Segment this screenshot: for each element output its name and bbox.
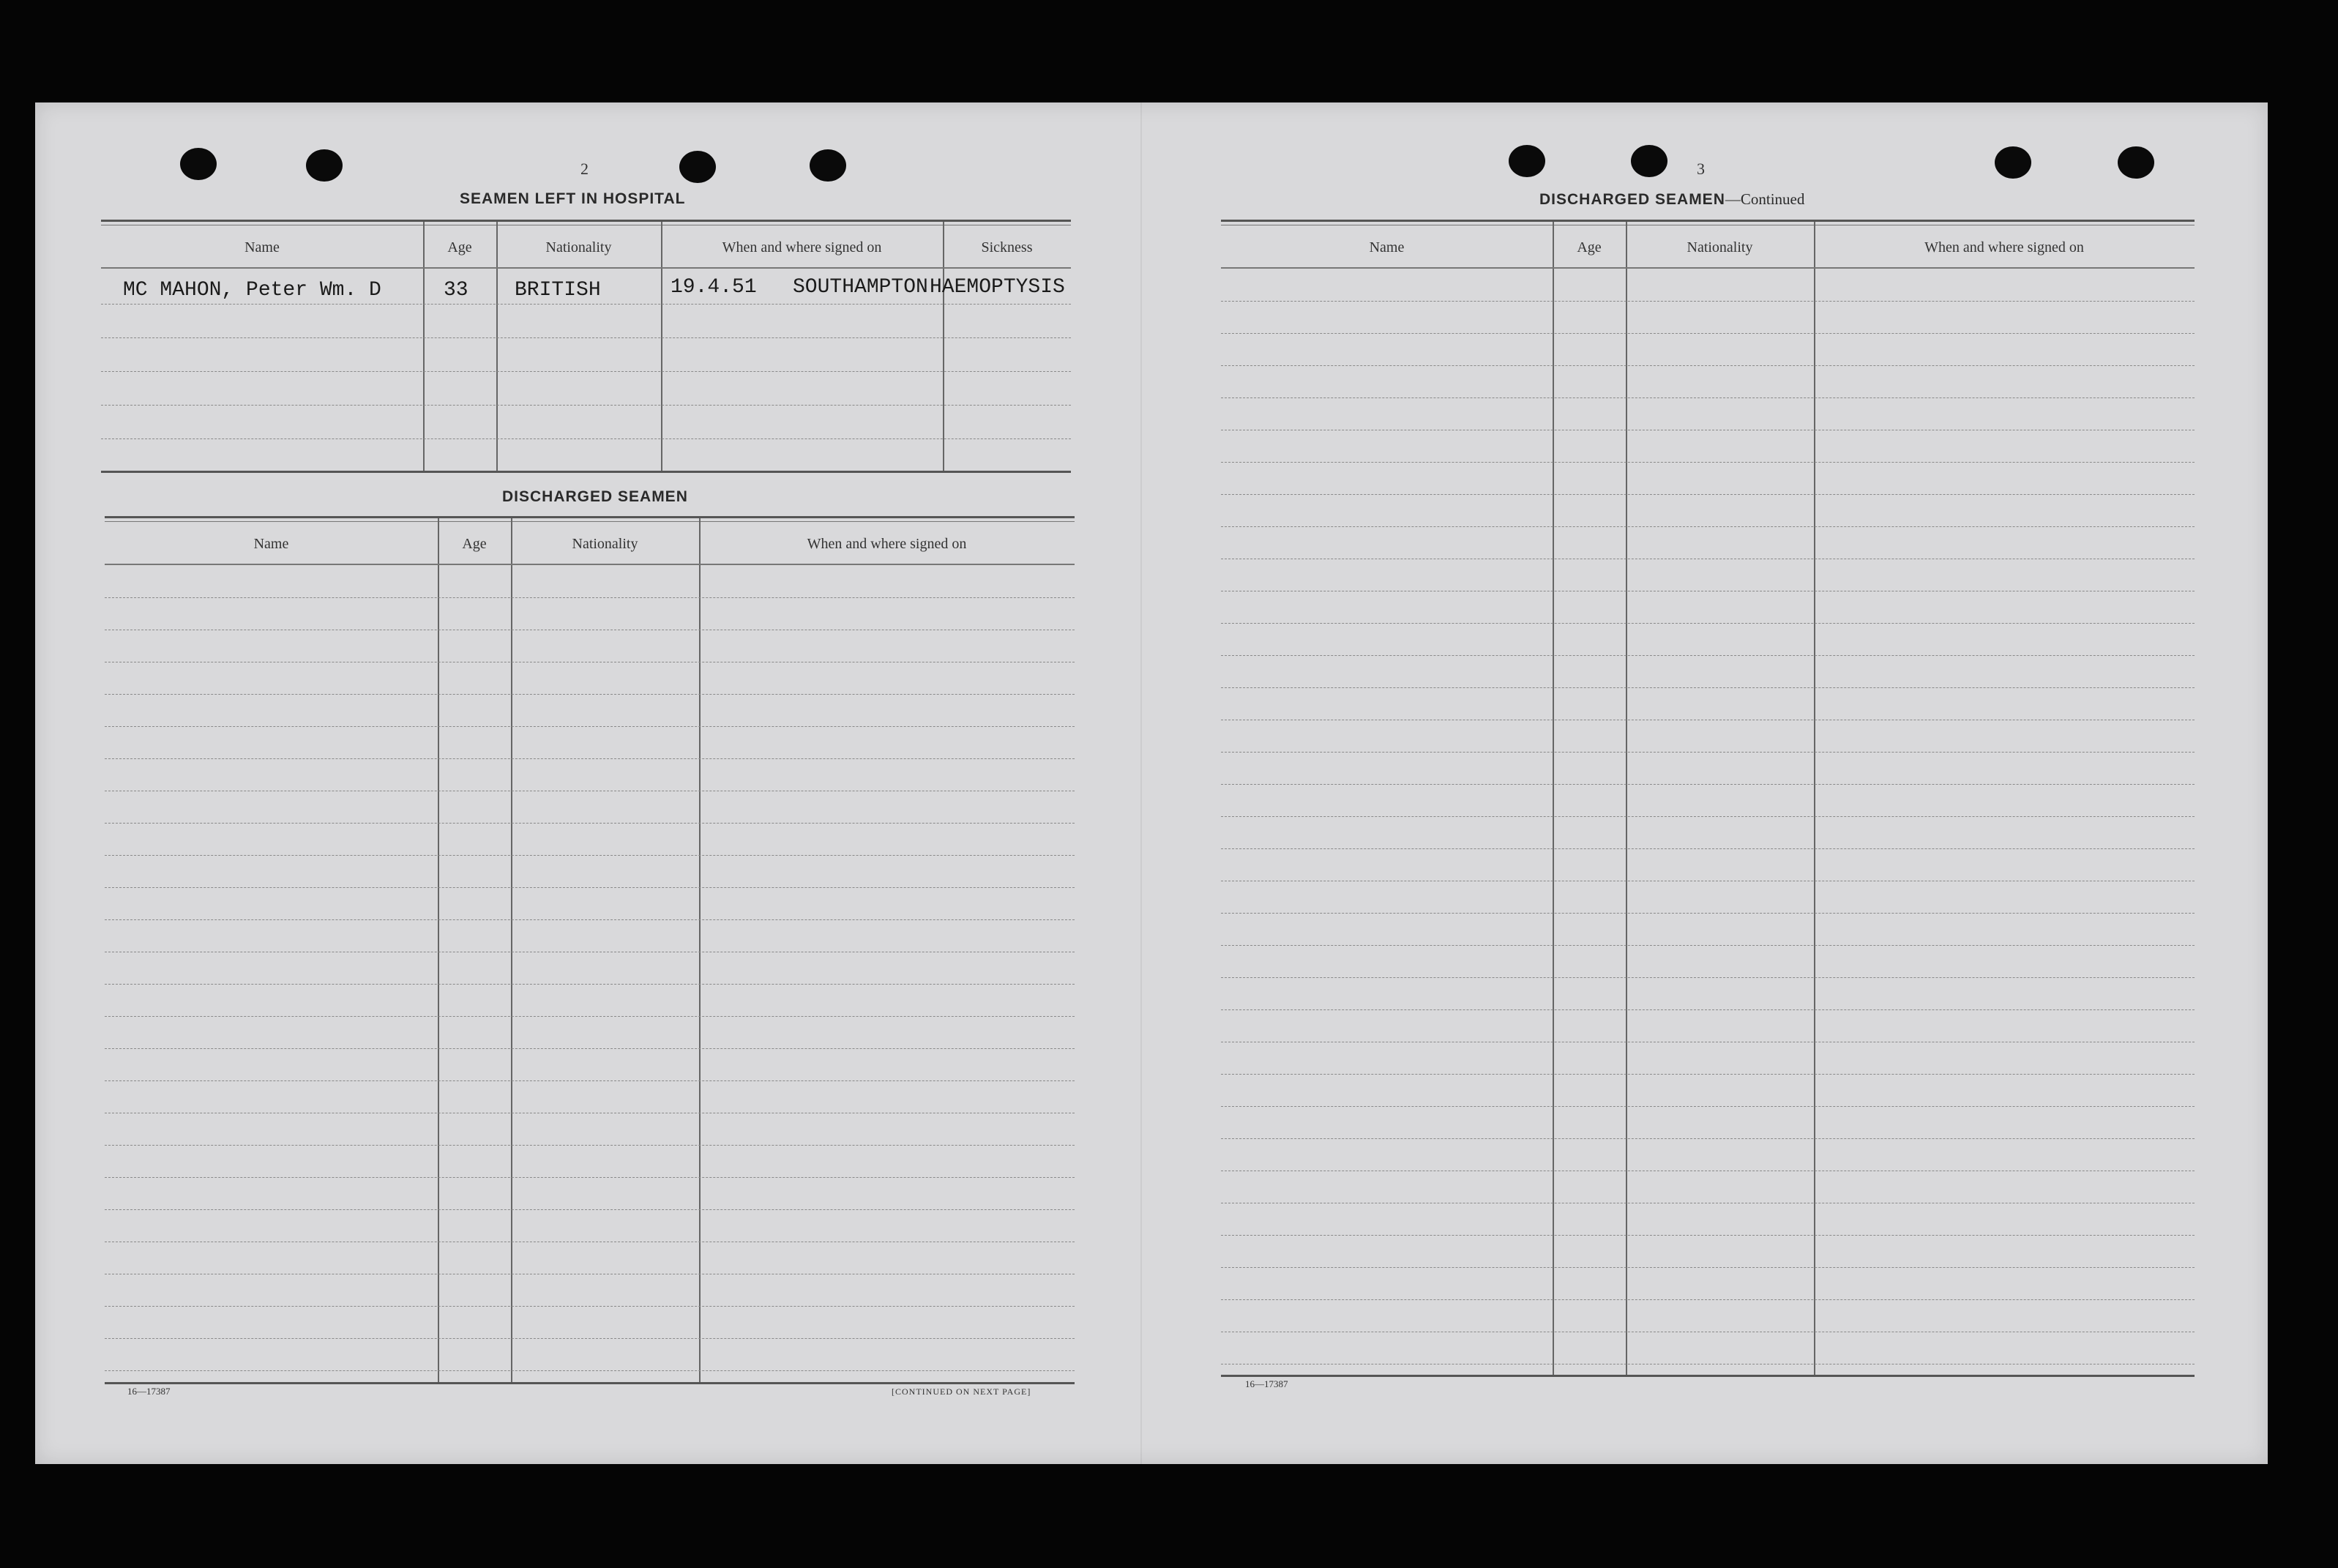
manifest-sheet (35, 102, 2268, 1464)
row-line (105, 1306, 1075, 1307)
row-line (105, 694, 1075, 695)
discharged-section-title-right (1539, 190, 1804, 209)
title-continued: —Continued (1725, 190, 1805, 208)
header-nationality: Nationality (1687, 239, 1753, 255)
row-line (105, 823, 1075, 824)
row-line (105, 758, 1075, 759)
row-line (1221, 301, 2195, 302)
row-line (101, 304, 1071, 305)
title-main: DISCHARGED SEAMEN (1539, 191, 1725, 208)
page-number-left: 2 (580, 160, 589, 178)
header-age: Age (1577, 239, 1602, 255)
row-line (105, 984, 1075, 985)
row-line (1221, 848, 2195, 849)
column-divider (511, 518, 512, 1382)
punch-hole (1509, 145, 1545, 177)
row-line (101, 337, 1071, 338)
header-nationality: Nationality (572, 535, 638, 552)
hospital-table (101, 220, 1071, 473)
row-line (1221, 623, 2195, 624)
punch-hole (1995, 146, 2031, 179)
row-line (105, 726, 1075, 727)
page-fold (1140, 102, 1142, 1464)
form-code-left: 16—17387 (127, 1386, 171, 1397)
header-rule (1221, 267, 2195, 269)
row-line (105, 855, 1075, 856)
row-line (1221, 913, 2195, 914)
row-line (1221, 1138, 2195, 1139)
row-line (105, 1016, 1075, 1017)
column-divider (1814, 222, 1815, 1375)
row-line (1221, 365, 2195, 366)
punch-hole (1631, 145, 1667, 177)
row-line (1221, 784, 2195, 785)
row-line (1221, 494, 2195, 495)
signed-on-date: 19.4.51 (671, 276, 757, 299)
row-line (101, 371, 1071, 372)
header-name: Name (244, 239, 280, 255)
punch-hole (180, 148, 217, 180)
row-line (105, 1370, 1075, 1371)
row-line (1221, 687, 2195, 688)
page-number-right: 3 (1697, 160, 1705, 178)
header-signed-on: When and where signed on (722, 239, 882, 255)
header-rule (105, 564, 1075, 565)
header-signed-on: When and where signed on (807, 535, 967, 552)
row-line (105, 1048, 1075, 1049)
row-line (105, 1145, 1075, 1146)
row-line (1221, 1235, 2195, 1236)
row-line (1221, 526, 2195, 527)
row-line (101, 405, 1071, 406)
sickness-value: HAEMOPTYSIS (930, 276, 1065, 299)
column-divider (1553, 222, 1554, 1375)
row-line (1221, 1267, 2195, 1268)
row-line (105, 1338, 1075, 1339)
row-line (1221, 462, 2195, 463)
row-line (1221, 397, 2195, 398)
signed-on-place: SOUTHAMPTON (793, 276, 928, 299)
hospital-section-title: SEAMEN LEFT IN HOSPITAL (460, 190, 686, 207)
row-line (1221, 752, 2195, 753)
row-line (101, 438, 1071, 439)
punch-hole (306, 149, 343, 182)
seaman-age: 33 (444, 279, 468, 302)
row-line (1221, 655, 2195, 656)
row-line (105, 887, 1075, 888)
row-line (1221, 816, 2195, 817)
row-line (1221, 945, 2195, 946)
row-line (1221, 1106, 2195, 1107)
row-line (105, 1177, 1075, 1178)
row-line (105, 919, 1075, 920)
column-divider (699, 518, 701, 1382)
punch-hole (810, 149, 846, 182)
column-divider (438, 518, 439, 1382)
header-age: Age (447, 239, 472, 255)
seaman-name: MC MAHON, Peter Wm. D (123, 279, 381, 302)
row-line (105, 1080, 1075, 1081)
punch-hole (679, 151, 716, 183)
header-rule (101, 267, 1071, 269)
row-line (1221, 333, 2195, 334)
header-age: Age (462, 535, 487, 552)
form-code-right: 16—17387 (1245, 1378, 1288, 1389)
header-sickness: Sickness (981, 239, 1033, 255)
row-line (1221, 1074, 2195, 1075)
row-line (105, 597, 1075, 598)
row-line (105, 1209, 1075, 1210)
header-name: Name (1369, 239, 1405, 255)
discharged-section-title-left: DISCHARGED SEAMEN (502, 488, 688, 505)
header-name: Name (253, 535, 289, 552)
row-line (1221, 1299, 2195, 1300)
header-signed-on: When and where signed on (1924, 239, 2084, 255)
row-line (1221, 977, 2195, 978)
seaman-nationality: BRITISH (515, 279, 601, 302)
header-nationality: Nationality (545, 239, 612, 255)
discharged-table-right (1221, 220, 2195, 1377)
punch-hole (2118, 146, 2154, 179)
continued-note: [CONTINUED ON NEXT PAGE] (892, 1386, 1031, 1397)
discharged-table-left (105, 516, 1075, 1384)
column-divider (1626, 222, 1627, 1375)
row-line (1221, 1009, 2195, 1010)
